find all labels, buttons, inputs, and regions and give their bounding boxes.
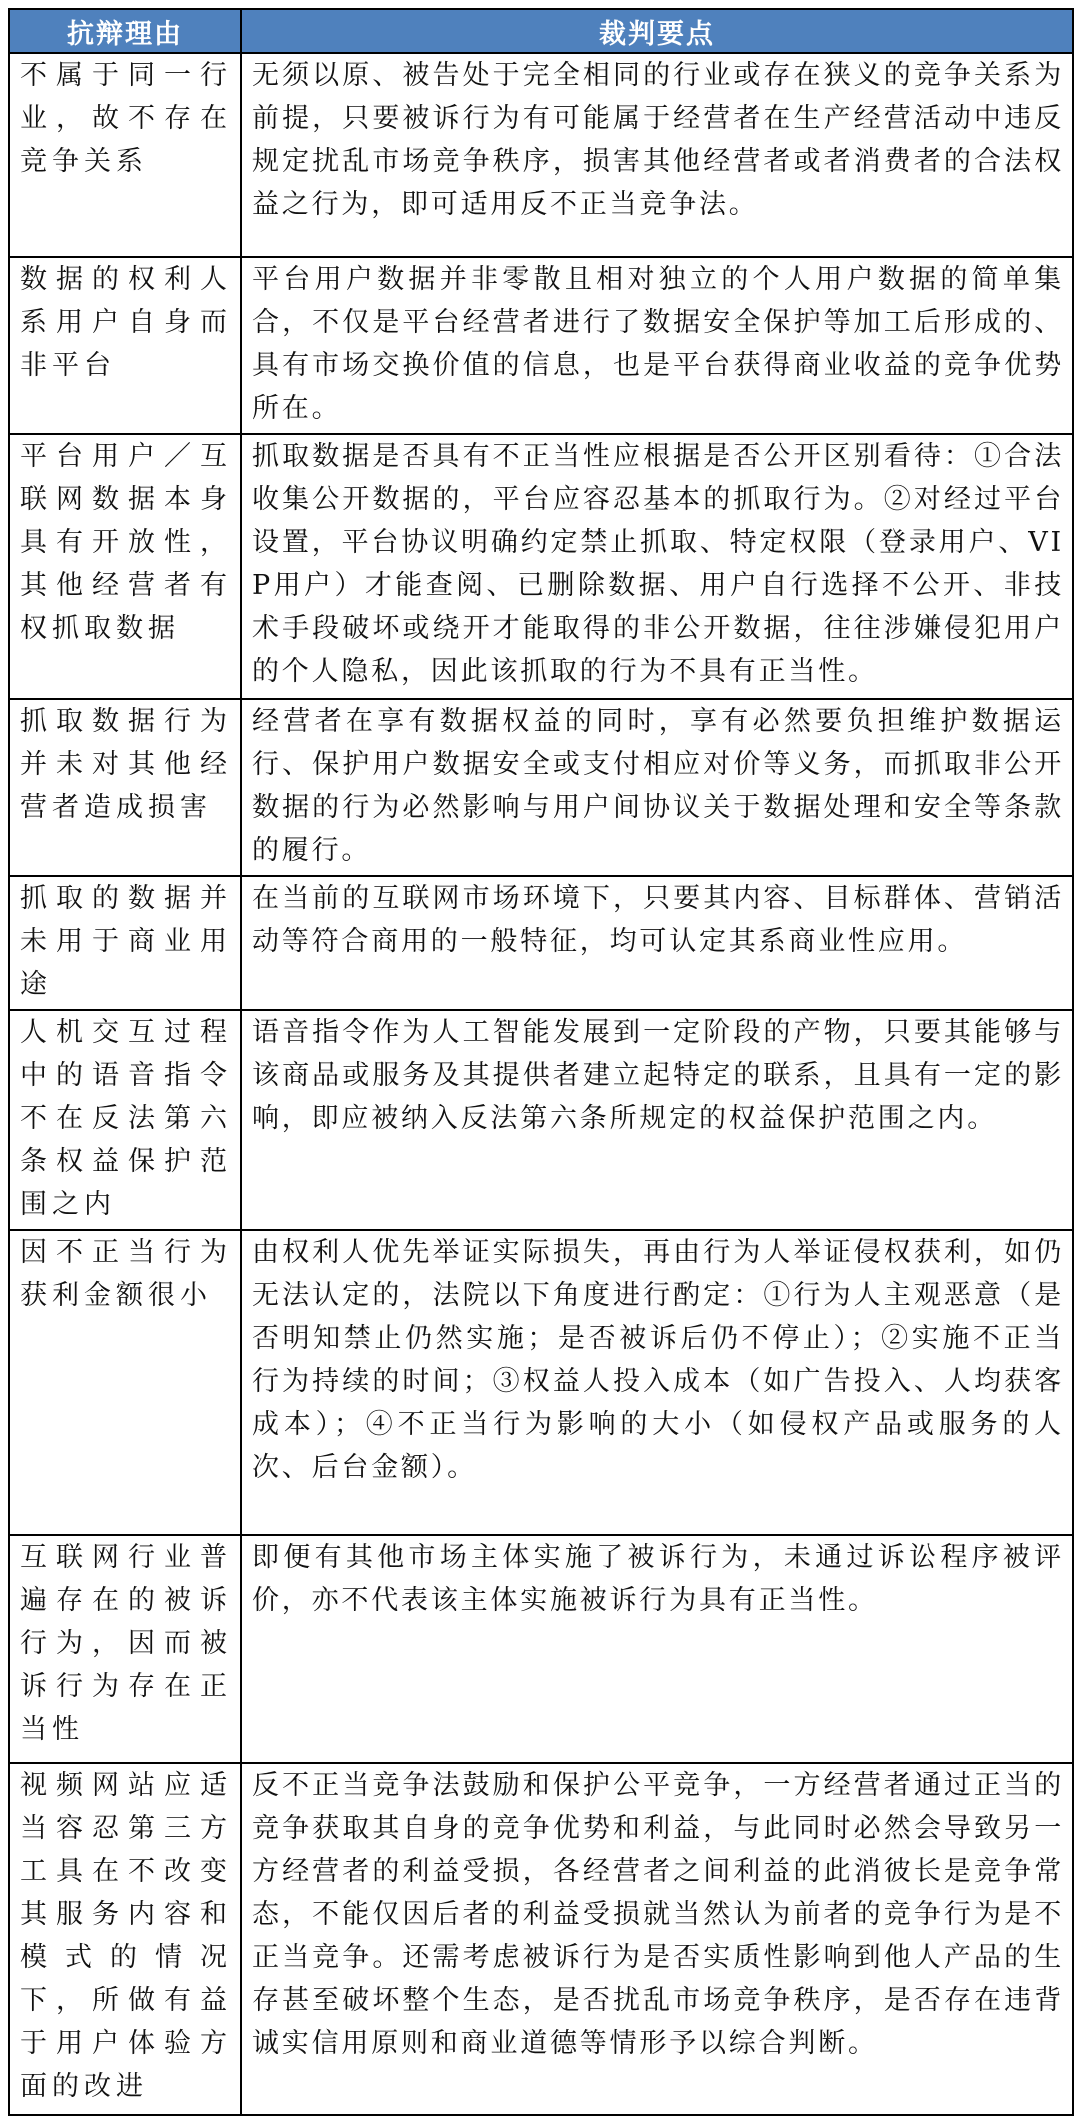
defense-cell: 互联网行业普遍存在的被诉行为，因而被诉行为存在正当性 xyxy=(9,1535,241,1763)
defense-cell: 因不正当行为获利金额很小 xyxy=(9,1230,241,1535)
ruling-cell: 即便有其他市场主体实施了被诉行为，未通过诉讼程序被评价，亦不代表该主体实施被诉行为具有正当性。 xyxy=(241,1535,1073,1763)
table-row xyxy=(9,1230,1073,1535)
ruling-cell: 反不正当竞争法鼓励和保护公平竞争，一方经营者通过正当的竞争获取其自身的竞争优势和利益，与此同时必然会导致另一方经营者的利益受损，各经营者之间利益的此消彼长是竞争常态，不能仅因后者的利益受损就当然认为前者的竞争行为是不正当竞争。还需考虑被诉行为是否实质性影响到他人产品的生存甚至破坏整个生态，是否扰乱市场竞争秩序，是否存在违背诚实信用原则和商业道德等情形予以综合判断。 xyxy=(241,1763,1073,2115)
table-header-row xyxy=(9,9,1073,53)
table-row xyxy=(9,699,1073,876)
table-row xyxy=(9,53,1073,257)
table-row xyxy=(9,1763,1073,2115)
ruling-cell: 无须以原、被告处于完全相同的行业或存在狭义的竞争关系为前提，只要被诉行为有可能属于经营者在生产经营活动中违反规定扰乱市场竞争秩序，损害其他经营者或者消费者的合法权益之行为，即可适用反不正当竞争法。 xyxy=(241,53,1073,257)
table-row xyxy=(9,257,1073,434)
defense-cell: 平台用户／互联网数据本身具有开放性，其他经营者有权抓取数据 xyxy=(9,434,241,698)
table-row xyxy=(9,1010,1073,1231)
document-sheet xyxy=(8,8,1072,2116)
defense-cell: 人机交互过程中的语音指令不在反法第六条权益保护范围之内 xyxy=(9,1010,241,1231)
ruling-cell: 抓取数据是否具有不正当性应根据是否公开区别看待：①合法收集公开数据的，平台应容忍基本的抓取行为。②对经过平台设置，平台协议明确约定禁止抓取、特定权限（登录用户、VIP用户）才能查阅、已删除数据、用户自行选择不公开、非技术手段破坏或绕开才能取得的非公开数据，往往涉嫌侵犯用户的个人隐私，因此该抓取的行为不具有正当性。 xyxy=(241,434,1073,698)
defense-cell: 抓取的数据并未用于商业用途 xyxy=(9,876,241,1010)
defense-cell: 抓取数据行为并未对其他经营者造成损害 xyxy=(9,699,241,876)
ruling-cell: 平台用户数据并非零散且相对独立的个人用户数据的简单集合，不仅是平台经营者进行了数据安全保护等加工后形成的、具有市场交换价值的信息，也是平台获得商业收益的竞争优势所在。 xyxy=(241,257,1073,434)
defense-cell: 数据的权利人系用户自身而非平台 xyxy=(9,257,241,434)
ruling-cell: 在当前的互联网市场环境下，只要其内容、目标群体、营销活动等符合商用的一般特征，均可认定其系商业性应用。 xyxy=(241,876,1073,1010)
defense-cell: 视频网站应适当容忍第三方工具在不改变其服务内容和模式的情况下，所做有益于用户体验方面的改进 xyxy=(9,1763,241,2115)
ruling-cell: 经营者在享有数据权益的同时，享有必然要负担维护数据运行、保护用户数据安全或支付相应对价等义务，而抓取非公开数据的行为必然影响与用户间协议关于数据处理和安全等条款的履行。 xyxy=(241,699,1073,876)
ruling-cell: 由权利人优先举证实际损失，再由行为人举证侵权获利，如仍无法认定的，法院以下角度进行酌定：①行为人主观恶意（是否明知禁止仍然实施；是否被诉后仍不停止）；②实施不正当行为持续的时间；③权益人投入成本（如广告投入、人均获客成本）；④不正当行为影响的大小（如侵权产品或服务的人次、后台金额）。 xyxy=(241,1230,1073,1535)
header-defense: 抗辩理由 xyxy=(9,9,241,53)
header-ruling: 裁判要点 xyxy=(241,9,1073,53)
table-row xyxy=(9,876,1073,1010)
defense-cell: 不属于同一行业，故不存在竞争关系 xyxy=(9,53,241,257)
table-row xyxy=(9,434,1073,698)
ruling-cell: 语音指令作为人工智能发展到一定阶段的产物，只要其能够与该商品或服务及其提供者建立起特定的联系，且具有一定的影响，即应被纳入反法第六条所规定的权益保护范围之内。 xyxy=(241,1010,1073,1231)
defense-ruling-table xyxy=(8,8,1074,2116)
table-row xyxy=(9,1535,1073,1763)
